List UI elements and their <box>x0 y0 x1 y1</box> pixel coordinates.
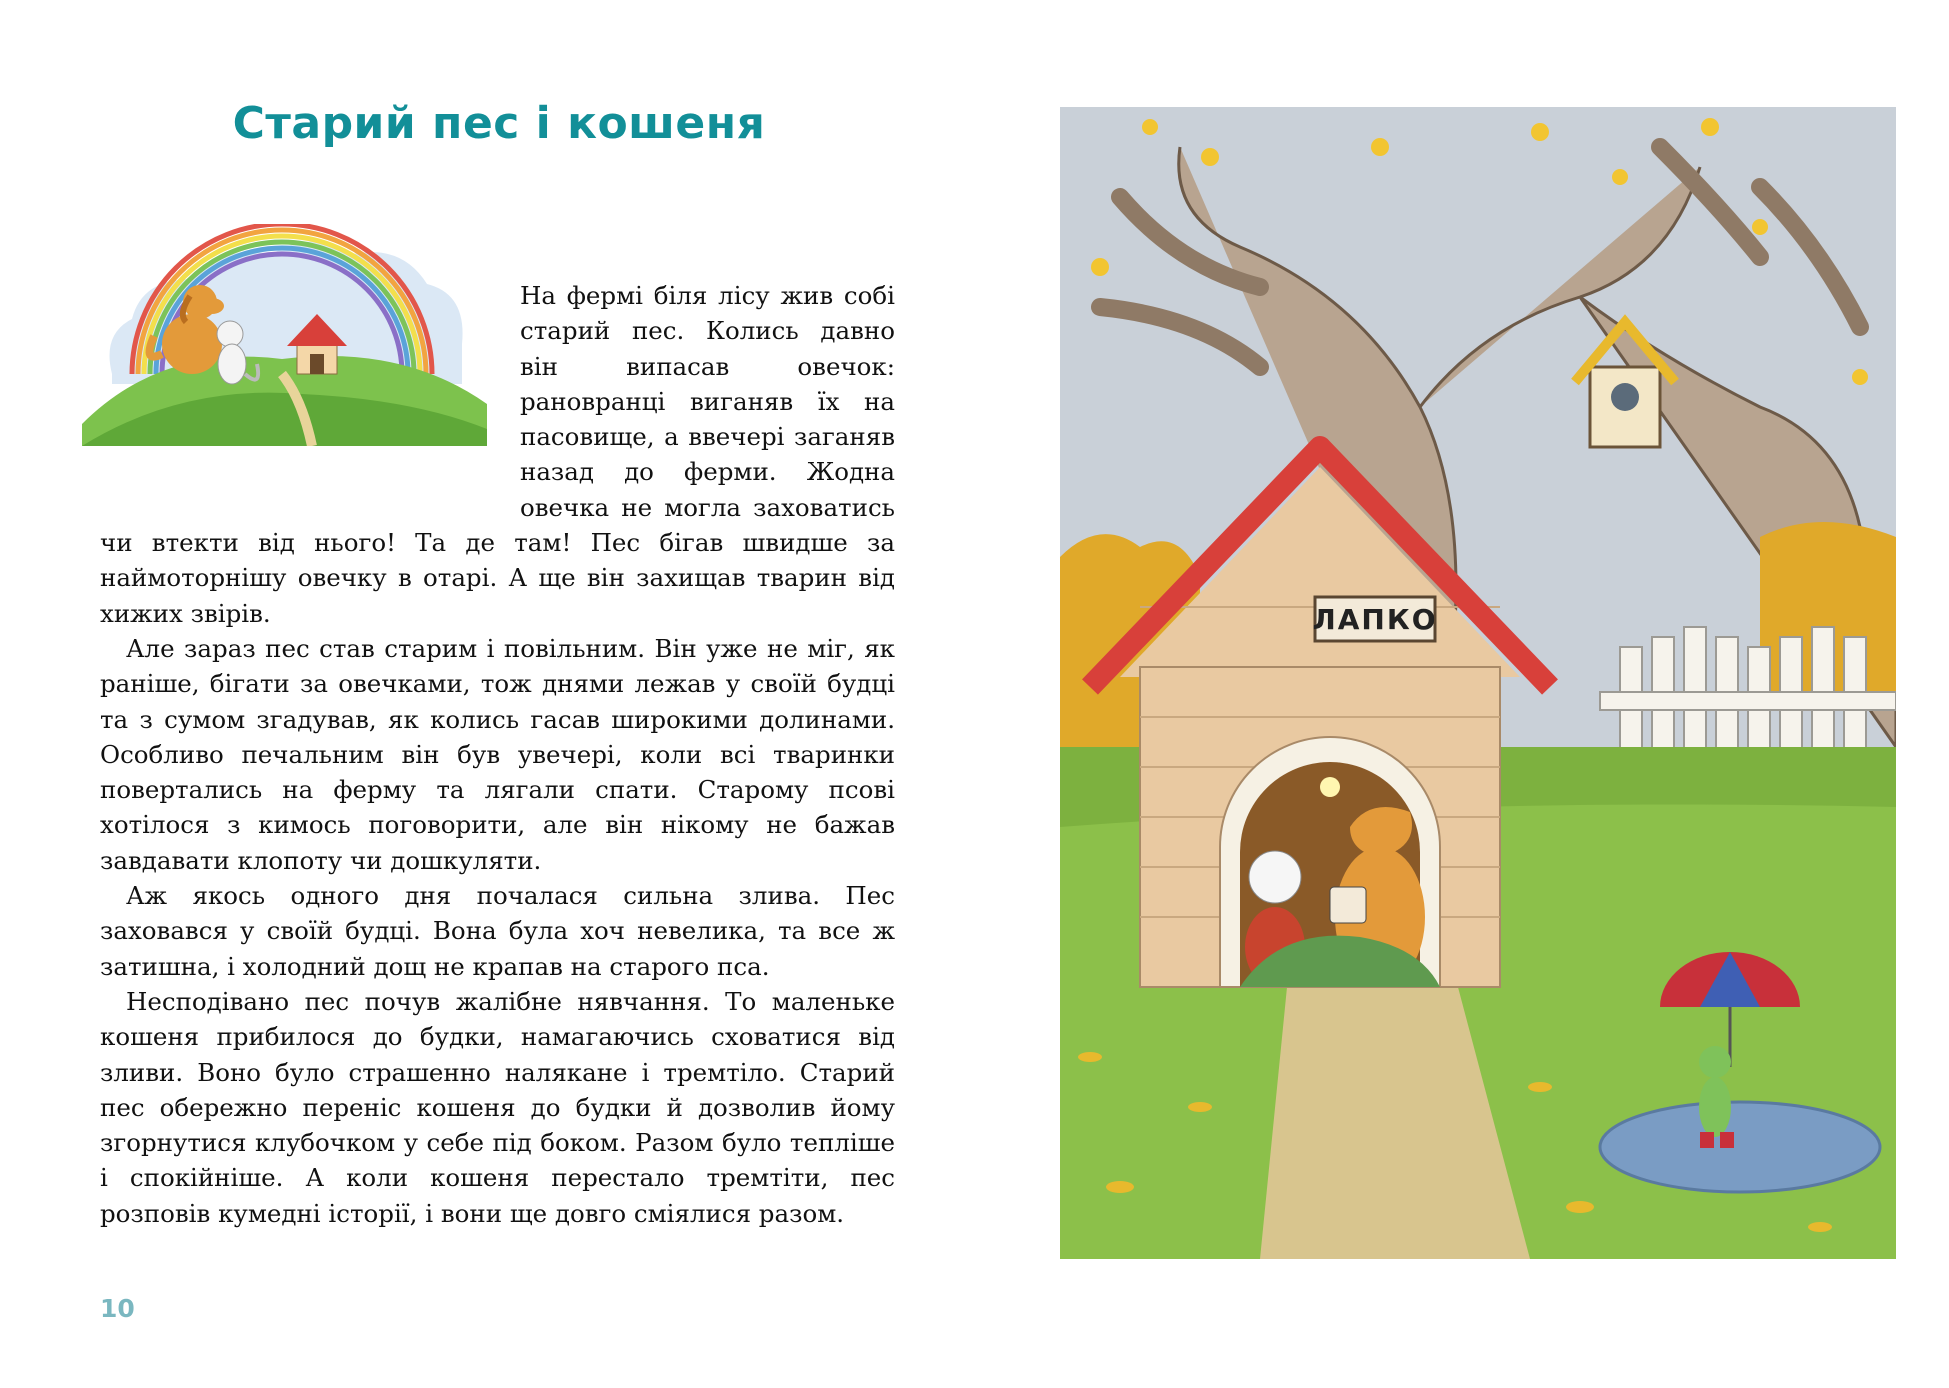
page-number: 10 <box>100 1294 135 1323</box>
story-paragraph: На фермі біля лісу жив собі старий пес. Колись давно він випасав овечок: рановранці виганяв їх на пасовище, а ввечері заганяв назад до ферми. Жодна овечка не могла заховатись чи втекти від нього! Та де там! Пес бігав швидше за наймоторнішу овечку в отарі. А ще він захищав тварин від хижих звірів. <box>100 281 895 628</box>
story-paragraph: Несподівано пес почув жалібне нявчання. То маленьке кошеня прибилося до будки, намагаючись сховатися від зливи. Воно було страшенно налякане і тремтіло. Старий пес обережно переніс кошеня до будки й дозволив йому згорнутися клубочком у себе під боком. Разом було тепліше і спокійніше. А коли кошеня перестало тремтіти, пес розповів кумедні історії, і вони ще довго сміялися разом. <box>100 986 895 1228</box>
doghouse-sign-text: ЛАПКО <box>1312 603 1438 636</box>
story-title: Старий пес і кошеня <box>232 98 766 149</box>
story-text <box>100 278 895 1231</box>
story-paragraph: Але зараз пес став старим і повільним. Він уже не міг, як раніше, бігати за овечками, тож днями лежав у своїй будці та з сумом згадував, як колись гасав широкими долинами. Особливо печальним він був увечері, коли всі тваринки повертались на ферму та лягали спати. Старому псові хотілося з кимось поговорити, але він нікому не бажав завдавати клопоту чи дошкуляти. <box>100 633 895 875</box>
story-paragraph: Аж якось одного дня почалася сильна злива. Пес заховався у своїй будці. Вона була хоч невелика, та все ж затишна, і холодний дощ не крапав на старого пса. <box>100 881 895 981</box>
left-page <box>0 0 960 1388</box>
doghouse-illustration <box>1060 107 1896 1259</box>
illustration-spacer <box>100 278 520 490</box>
